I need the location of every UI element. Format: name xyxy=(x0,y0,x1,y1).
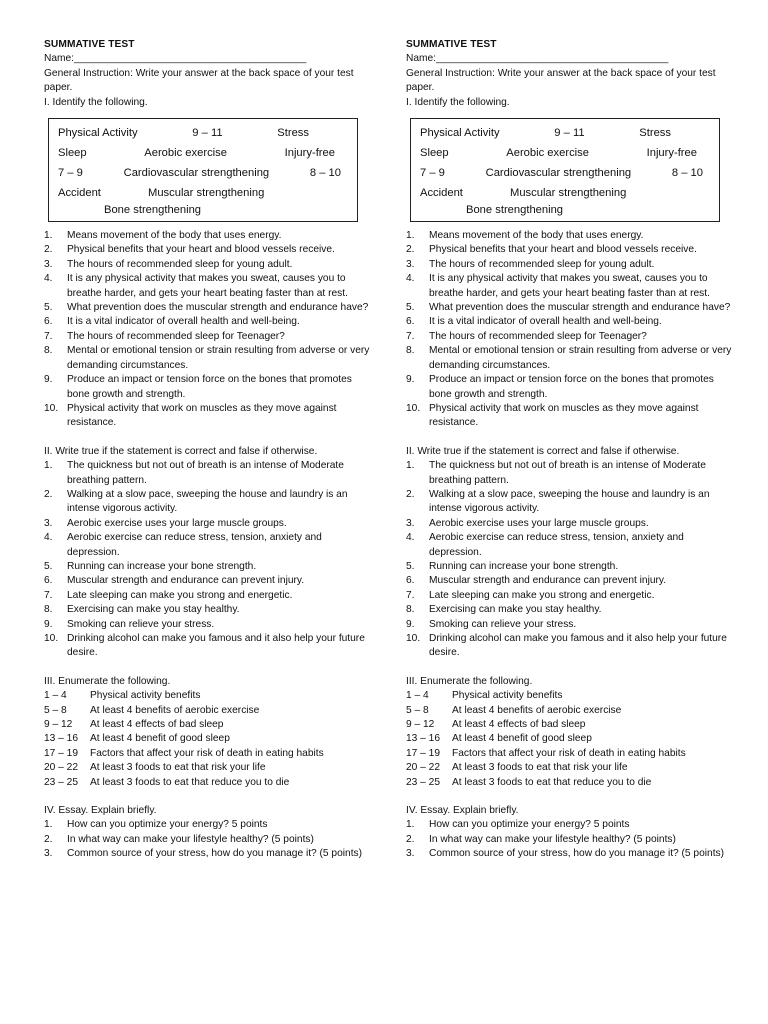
word-bank-row xyxy=(420,183,711,203)
list-item xyxy=(406,818,736,832)
list-item xyxy=(406,330,736,344)
word-bank-row xyxy=(58,123,349,143)
test-title: SUMMATIVE TEST xyxy=(44,39,135,50)
enum-text: Factors that affect your risk of death in eating habits xyxy=(452,747,686,759)
part3-section xyxy=(406,675,736,790)
item-number: 5. xyxy=(406,560,415,572)
item-text: It is a vital indicator of overall health and well-being. xyxy=(67,316,300,328)
word-bank-term: 8 – 10 xyxy=(671,167,703,180)
enum-range: 9 – 12 xyxy=(44,719,73,731)
word-bank-term: 9 – 11 xyxy=(554,127,585,140)
item-text: Physical activity that work on muscles as they move against resistance. xyxy=(429,402,699,429)
item-number: 5. xyxy=(44,560,53,572)
enum-text: At least 4 effects of bad sleep xyxy=(90,719,224,731)
item-number: 2. xyxy=(406,244,415,256)
item-text: Aerobic exercise can reduce stress, tension, anxiety and depression. xyxy=(429,532,684,558)
item-number: 8. xyxy=(406,345,415,357)
word-bank-box xyxy=(48,118,358,222)
item-text: Physical benefits that your heart and blood vessels receive. xyxy=(67,244,335,256)
part2-section xyxy=(406,445,736,661)
part2-list xyxy=(44,459,374,661)
word-bank-row xyxy=(420,143,711,163)
item-number: 6. xyxy=(44,316,53,328)
item-text: Running can increase your bone strength. xyxy=(67,560,257,572)
list-item xyxy=(406,560,736,574)
list-item xyxy=(44,243,374,257)
enum-range: 17 – 19 xyxy=(44,747,78,759)
list-item xyxy=(406,589,736,603)
item-text: The quickness but not out of breath is an intense of Moderate breathing pattern. xyxy=(429,460,706,486)
word-bank-term: Cardiovascular strengthening xyxy=(123,167,270,180)
item-text: Aerobic exercise uses your large muscle groups. xyxy=(429,517,649,529)
item-number: 10. xyxy=(44,633,59,644)
item-number: 6. xyxy=(44,575,53,587)
item-text: Exercising can make you stay healthy. xyxy=(67,604,240,616)
enum-row xyxy=(406,761,736,775)
word-bank-term: Stress xyxy=(277,127,309,140)
item-number: 1. xyxy=(44,819,53,831)
enum-row xyxy=(44,718,374,732)
enum-text: At least 3 foods to eat that risk your life xyxy=(452,762,628,774)
part4-heading: IV. Essay. Explain briefly. xyxy=(44,805,157,817)
item-number: 1. xyxy=(44,460,53,472)
list-item xyxy=(44,589,374,603)
list-item xyxy=(406,301,736,315)
enum-range: 23 – 25 xyxy=(406,776,440,788)
item-number: 9. xyxy=(44,374,53,386)
item-text: Drinking alcohol can make you famous and it also help your future desire. xyxy=(67,633,365,659)
list-item xyxy=(406,459,736,488)
item-text: Smoking can relieve your stress. xyxy=(67,618,215,630)
enum-range: 5 – 8 xyxy=(44,704,67,716)
list-item xyxy=(44,632,374,661)
part2-list xyxy=(406,459,736,661)
enum-range: 23 – 25 xyxy=(44,776,78,788)
word-bank-row xyxy=(58,143,349,163)
item-text: Smoking can relieve your stress. xyxy=(429,618,577,630)
item-number: 4. xyxy=(44,532,53,544)
item-text: The hours of recommended sleep for young adult. xyxy=(429,258,655,270)
item-text: Running can increase your bone strength. xyxy=(429,560,619,572)
word-bank-term: 7 – 9 xyxy=(58,167,83,180)
list-item xyxy=(406,344,736,373)
enum-row xyxy=(44,747,374,761)
item-number: 1. xyxy=(406,819,415,831)
item-text: How can you optimize your energy? 5 points xyxy=(67,819,268,831)
item-number: 1. xyxy=(406,460,415,472)
item-number: 6. xyxy=(406,575,415,587)
list-item xyxy=(44,531,374,560)
list-item xyxy=(44,229,374,243)
item-number: 2. xyxy=(44,244,53,256)
general-instruction: General Instruction: Write your answer at the back space of your test paper. xyxy=(44,67,354,94)
item-text: Walking at a slow pace, sweeping the house and laundry is an intense vigorous activity. xyxy=(67,488,348,515)
item-number: 7. xyxy=(406,589,415,601)
word-bank-term: Muscular strengthening xyxy=(148,187,265,200)
word-bank-term: 7 – 9 xyxy=(420,167,445,180)
item-text: Mental or emotional tension or strain resulting from adverse or very demanding circumstances. xyxy=(67,345,370,371)
word-bank-term: Accident xyxy=(58,187,101,200)
word-bank-term: Accident xyxy=(420,187,463,200)
part1-heading: I. Identify the following. xyxy=(44,96,148,108)
enum-row xyxy=(44,704,374,718)
enum-row xyxy=(44,776,374,790)
enum-range: 17 – 19 xyxy=(406,747,440,759)
item-text: Drinking alcohol can make you famous and it also help your future desire. xyxy=(429,633,727,659)
list-item xyxy=(406,243,736,257)
enum-row xyxy=(406,732,736,746)
enum-text: At least 4 benefit of good sleep xyxy=(90,733,230,745)
enum-text: At least 3 foods to eat that reduce you to die xyxy=(452,776,652,788)
word-bank-term: Sleep xyxy=(420,147,449,160)
item-text: What prevention does the muscular strength and endurance have? xyxy=(429,302,731,314)
item-text: The hours of recommended sleep for young adult. xyxy=(67,258,293,270)
list-item xyxy=(406,603,736,617)
item-text: Physical activity that work on muscles as they move against resistance. xyxy=(67,402,337,429)
item-text: Muscular strength and endurance can prevent injury. xyxy=(67,575,305,587)
enum-row xyxy=(406,704,736,718)
enum-text: Physical activity benefits xyxy=(90,690,201,702)
word-bank-term: Aerobic exercise xyxy=(144,147,227,160)
part2-heading: II. Write true if the statement is correct and false if otherwise. xyxy=(44,445,318,457)
item-number: 8. xyxy=(44,604,53,616)
list-item xyxy=(44,459,374,488)
general-instruction: General Instruction: Write your answer at the back space of your test paper. xyxy=(406,67,716,94)
word-bank-term: Cardiovascular strengthening xyxy=(485,167,632,180)
item-number: 1. xyxy=(406,230,415,242)
item-number: 3. xyxy=(44,258,53,270)
list-item xyxy=(406,574,736,588)
enum-text: Factors that affect your risk of death in eating habits xyxy=(90,747,324,759)
list-item xyxy=(44,258,374,272)
item-number: 3. xyxy=(406,258,415,270)
word-bank-term: Injury-free xyxy=(284,147,335,160)
item-text: Physical benefits that your heart and blood vessels receive. xyxy=(429,244,697,256)
word-bank-term: Muscular strengthening xyxy=(510,187,627,200)
item-text: Aerobic exercise uses your large muscle groups. xyxy=(67,517,287,529)
list-item xyxy=(406,517,736,531)
item-text: Late sleeping can make you strong and energetic. xyxy=(67,589,293,601)
enum-range: 1 – 4 xyxy=(406,690,429,702)
part2-section xyxy=(44,445,374,661)
item-number: 5. xyxy=(44,302,53,314)
list-item xyxy=(406,402,736,431)
part3-heading: III. Enumerate the following. xyxy=(406,675,533,687)
item-text: Produce an impact or tension force on the bones that promotes bone growth and strength. xyxy=(67,374,352,400)
enum-text: At least 3 foods to eat that reduce you to die xyxy=(90,776,290,788)
item-text: Muscular strength and endurance can prevent injury. xyxy=(429,575,667,587)
list-item xyxy=(406,272,736,301)
enum-range: 20 – 22 xyxy=(406,762,440,774)
list-item xyxy=(44,301,374,315)
word-bank-term: 8 – 10 xyxy=(309,167,341,180)
list-item xyxy=(44,488,374,517)
enum-range: 1 – 4 xyxy=(44,690,67,702)
item-number: 8. xyxy=(44,345,53,357)
part4-section xyxy=(44,804,374,862)
name-field: Name:_________________________________________ xyxy=(406,53,669,65)
enum-row xyxy=(44,761,374,775)
item-text: Late sleeping can make you strong and energetic. xyxy=(429,589,655,601)
list-item xyxy=(406,258,736,272)
item-text: Exercising can make you stay healthy. xyxy=(429,604,602,616)
enum-range: 13 – 16 xyxy=(44,733,78,745)
part3-section xyxy=(44,675,374,790)
item-text: Mental or emotional tension or strain resulting from adverse or very demanding circumstances. xyxy=(429,345,732,371)
test-title: SUMMATIVE TEST xyxy=(406,39,497,50)
item-text: Walking at a slow pace, sweeping the house and laundry is an intense vigorous activity. xyxy=(429,488,710,515)
word-bank-term: Sleep xyxy=(58,147,87,160)
list-item xyxy=(44,603,374,617)
item-text: Means movement of the body that uses energy. xyxy=(429,230,644,242)
item-number: 2. xyxy=(406,488,415,500)
enum-row xyxy=(44,732,374,746)
item-number: 2. xyxy=(44,488,53,500)
part4-list xyxy=(406,818,736,861)
item-number: 7. xyxy=(44,589,53,601)
item-number: 3. xyxy=(406,848,415,860)
enum-text: At least 3 foods to eat that risk your life xyxy=(90,762,266,774)
list-item xyxy=(44,272,374,301)
part4-list xyxy=(44,818,374,861)
list-item xyxy=(406,488,736,517)
word-bank-row xyxy=(420,123,711,143)
item-number: 6. xyxy=(406,316,415,328)
enum-text: At least 4 benefits of aerobic exercise xyxy=(90,704,260,716)
word-bank-term: Bone strengthening xyxy=(466,204,564,217)
item-number: 7. xyxy=(44,330,53,342)
item-text: Produce an impact or tension force on the bones that promotes bone growth and strength. xyxy=(429,374,714,400)
list-item xyxy=(406,632,736,661)
item-text: Aerobic exercise can reduce stress, tension, anxiety and depression. xyxy=(67,532,322,558)
item-text: It is any physical activity that makes you sweat, causes you to breathe harder, and gets your heart beating faster than at rest. xyxy=(67,273,348,299)
part3-heading: III. Enumerate the following. xyxy=(44,675,171,687)
word-bank-box xyxy=(410,118,720,222)
list-item xyxy=(44,517,374,531)
list-item xyxy=(44,574,374,588)
enum-range: 20 – 22 xyxy=(44,762,78,774)
item-text: What prevention does the muscular strength and endurance have? xyxy=(67,302,369,314)
list-item xyxy=(44,833,374,847)
word-bank-term: Physical Activity xyxy=(58,127,138,140)
test-copy-right xyxy=(406,38,736,862)
list-item xyxy=(406,618,736,632)
list-item xyxy=(406,847,736,861)
item-number: 3. xyxy=(406,517,415,529)
item-text: It is any physical activity that makes you sweat, causes you to breathe harder, and gets your heart beating faster than at rest. xyxy=(429,273,710,299)
enum-row xyxy=(406,747,736,761)
list-item xyxy=(44,315,374,329)
word-bank-term: Physical Activity xyxy=(420,127,500,140)
enum-row xyxy=(406,689,736,703)
word-bank-term: Injury-free xyxy=(646,147,697,160)
item-number: 10. xyxy=(44,402,59,414)
word-bank-term: 9 – 11 xyxy=(192,127,223,140)
list-item xyxy=(44,560,374,574)
item-number: 9. xyxy=(44,618,53,630)
item-number: 7. xyxy=(406,330,415,342)
enum-range: 13 – 16 xyxy=(406,733,440,745)
name-field: Name:_________________________________________ xyxy=(44,53,307,65)
list-item xyxy=(406,315,736,329)
list-item xyxy=(44,373,374,402)
item-text: The hours of recommended sleep for Teenager? xyxy=(67,330,285,342)
word-bank-row xyxy=(420,203,711,217)
item-text: The hours of recommended sleep for Teenager? xyxy=(429,330,647,342)
item-number: 3. xyxy=(44,848,53,860)
item-number: 8. xyxy=(406,604,415,616)
list-item xyxy=(44,847,374,861)
enum-row xyxy=(44,689,374,703)
list-item xyxy=(44,402,374,431)
item-text: In what way can make your lifestyle healthy? (5 points) xyxy=(429,833,676,845)
item-number: 2. xyxy=(406,833,415,845)
enum-text: At least 4 benefits of aerobic exercise xyxy=(452,704,622,716)
item-text: Common source of your stress, how do you manage it? (5 points) xyxy=(429,848,725,860)
part1-list xyxy=(406,229,736,431)
item-text: The quickness but not out of breath is an intense of Moderate breathing pattern. xyxy=(67,460,344,486)
item-number: 4. xyxy=(406,273,415,285)
item-number: 10. xyxy=(406,633,421,644)
item-text: How can you optimize your energy? 5 points xyxy=(429,819,630,831)
list-item xyxy=(406,833,736,847)
item-text: It is a vital indicator of overall health and well-being. xyxy=(429,316,662,328)
item-number: 4. xyxy=(44,273,53,285)
item-text: In what way can make your lifestyle healthy? (5 points) xyxy=(67,833,314,845)
item-number: 4. xyxy=(406,532,415,544)
enum-text: Physical activity benefits xyxy=(452,690,563,702)
part1-list xyxy=(44,229,374,431)
word-bank-term: Aerobic exercise xyxy=(506,147,589,160)
item-number: 1. xyxy=(44,230,53,242)
word-bank-row xyxy=(58,163,349,183)
part2-heading: II. Write true if the statement is correct and false if otherwise. xyxy=(406,445,680,457)
part4-heading: IV. Essay. Explain briefly. xyxy=(406,805,519,817)
word-bank-row xyxy=(58,183,349,203)
item-number: 10. xyxy=(406,402,421,414)
enum-text: At least 4 effects of bad sleep xyxy=(452,719,586,731)
list-item xyxy=(44,818,374,832)
item-number: 5. xyxy=(406,302,415,314)
item-text: Means movement of the body that uses energy. xyxy=(67,230,282,242)
part1-heading: I. Identify the following. xyxy=(406,96,510,108)
enum-row xyxy=(406,776,736,790)
enum-row xyxy=(406,718,736,732)
enum-range: 5 – 8 xyxy=(406,704,429,716)
word-bank-row xyxy=(420,163,711,183)
list-item xyxy=(44,344,374,373)
enum-range: 9 – 12 xyxy=(406,719,435,731)
list-item xyxy=(406,373,736,402)
enum-text: At least 4 benefit of good sleep xyxy=(452,733,592,745)
item-number: 3. xyxy=(44,517,53,529)
list-item xyxy=(406,531,736,560)
list-item xyxy=(44,330,374,344)
test-copy-left xyxy=(44,38,374,862)
part4-section xyxy=(406,804,736,862)
item-text: Common source of your stress, how do you manage it? (5 points) xyxy=(67,848,363,860)
word-bank-term: Bone strengthening xyxy=(104,204,202,217)
list-item xyxy=(44,618,374,632)
item-number: 9. xyxy=(406,618,415,630)
item-number: 2. xyxy=(44,833,53,845)
word-bank-term: Stress xyxy=(639,127,671,140)
list-item xyxy=(406,229,736,243)
word-bank-row xyxy=(58,203,349,217)
item-number: 9. xyxy=(406,374,415,386)
